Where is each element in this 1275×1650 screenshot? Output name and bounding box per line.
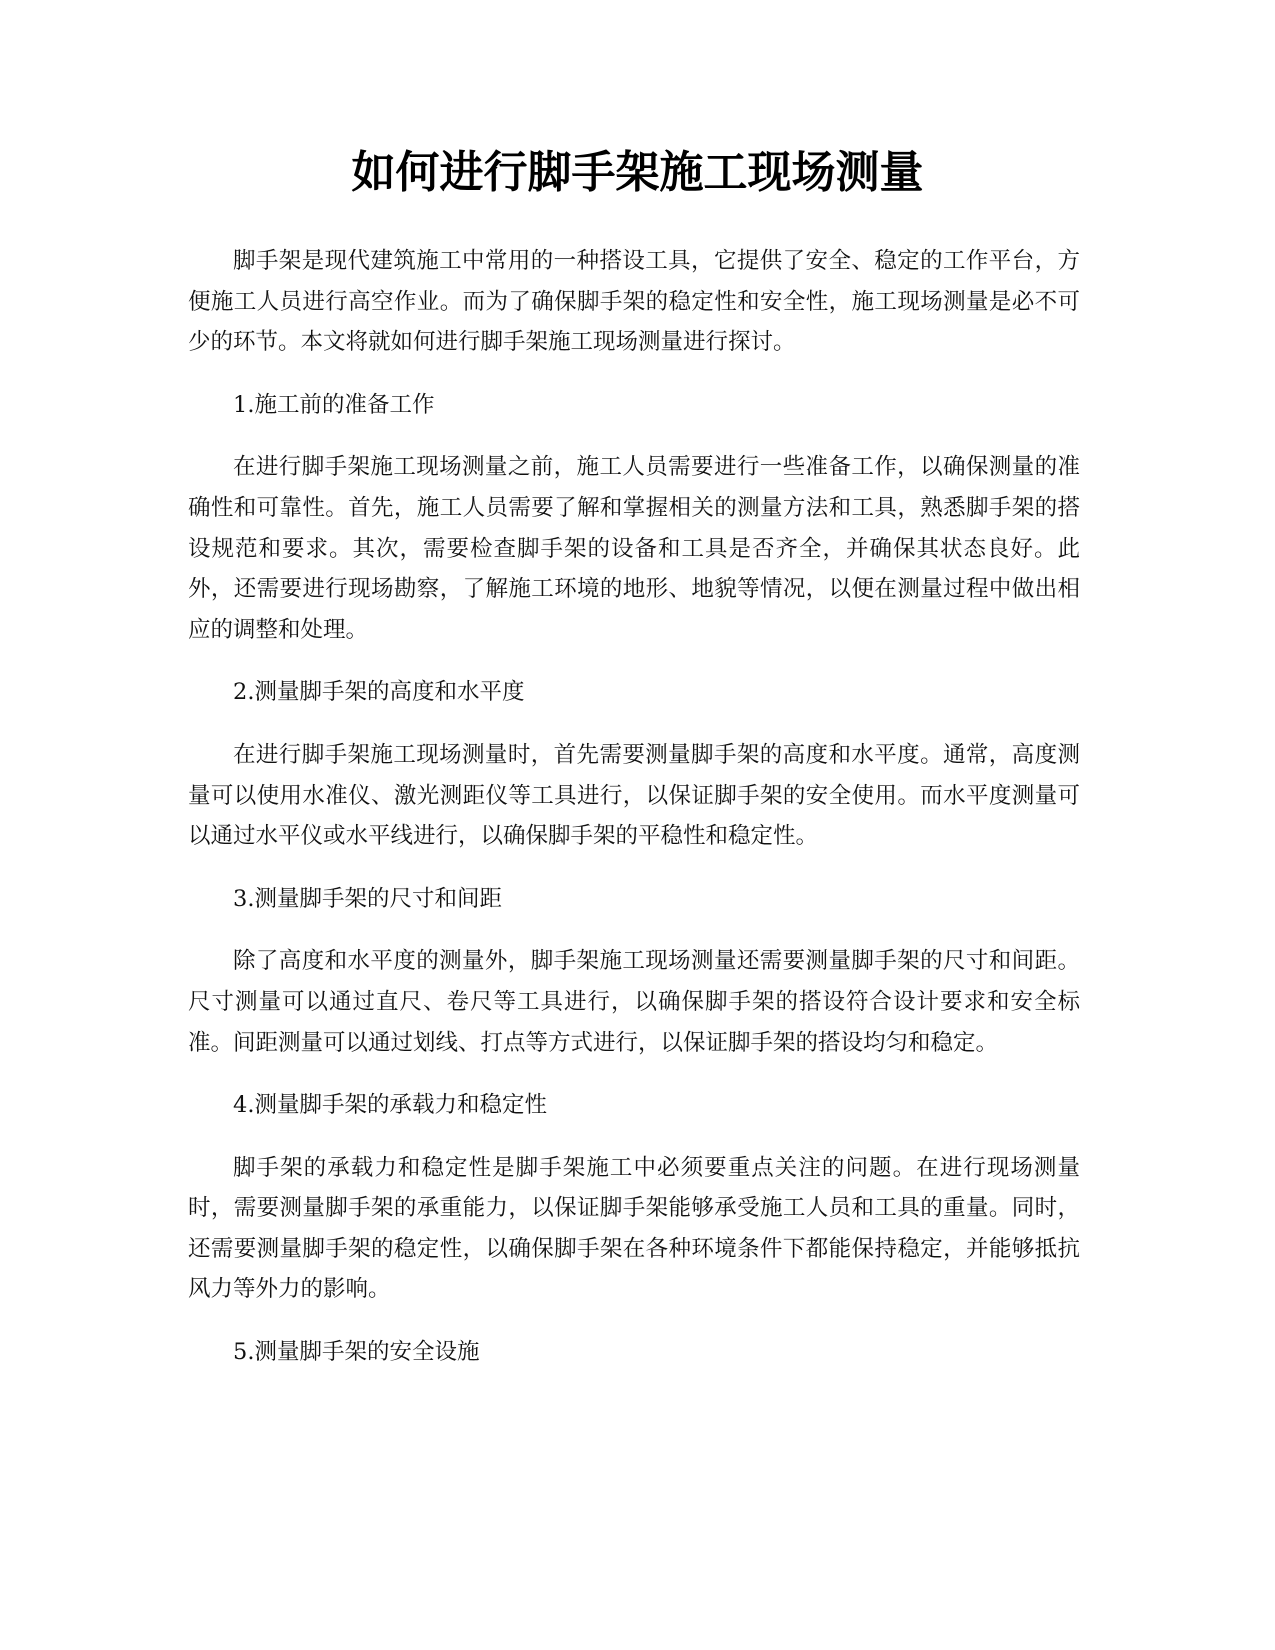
section-heading-1: 1.施工前的准备工作 xyxy=(233,391,435,418)
section-paragraph-4: 脚手架的承载力和稳定性是脚手架施工中必须要重点关注的问题。在进行现场测量时，需要测量脚手架的承重能力，以保证脚手架能够承受施工人员和工具的重量。同时，还需要测量脚手架的稳定性，以确保脚手架在各种环境条件下都能保持稳定，并能够抵抗风力等外力的影响。 xyxy=(188,1154,1080,1303)
section-heading-4: 4.测量脚手架的承载力和稳定性 xyxy=(233,1092,547,1119)
section-heading-2: 2.测量脚手架的高度和水平度 xyxy=(233,679,525,706)
section-heading-3: 3.测量脚手架的尺寸和间距 xyxy=(233,885,502,912)
section-paragraph-2: 在进行脚手架施工现场测量时，首先需要测量脚手架的高度和水平度。通常，高度测量可以使用水准仪、激光测距仪等工具进行，以保证脚手架的安全使用。而水平度测量可以通过水平仪或水平线进行，以确保脚手架的平稳性和稳定性。 xyxy=(188,741,1080,850)
section-paragraph-3: 除了高度和水平度的测量外，脚手架施工现场测量还需要测量脚手架的尺寸和间距。尺寸测量可以通过直尺、卷尺等工具进行，以确保脚手架的搭设符合设计要求和安全标准。间距测量可以通过划线、打点等方式进行，以保证脚手架的搭设均匀和稳定。 xyxy=(188,948,1080,1056)
section-heading-5: 5.测量脚手架的安全设施 xyxy=(233,1339,480,1366)
document-title: 如何进行脚手架施工现场测量 xyxy=(351,147,924,198)
intro-paragraph: 脚手架是现代建筑施工中常用的一种搭设工具，它提供了安全、稳定的工作平台，方便施工人员进行高空作业。而为了确保脚手架的稳定性和安全性，施工现场测量是必不可少的环节。本文将就如何进行脚手架施工现场测量进行探讨。 xyxy=(188,248,1080,356)
document-body xyxy=(188,241,1080,1395)
section-paragraph-1: 在进行脚手架施工现场测量之前，施工人员需要进行一些准备工作，以确保测量的准确性和可靠性。首先，施工人员需要了解和掌握相关的测量方法和工具，熟悉脚手架的搭设规范和要求。其次，需要检查脚手架的设备和工具是否齐全，并确保其状态良好。此外，还需要进行现场勘察，了解施工环境的地形、地貌等情况，以便在测量过程中做出相应的调整和处理。 xyxy=(188,454,1080,643)
